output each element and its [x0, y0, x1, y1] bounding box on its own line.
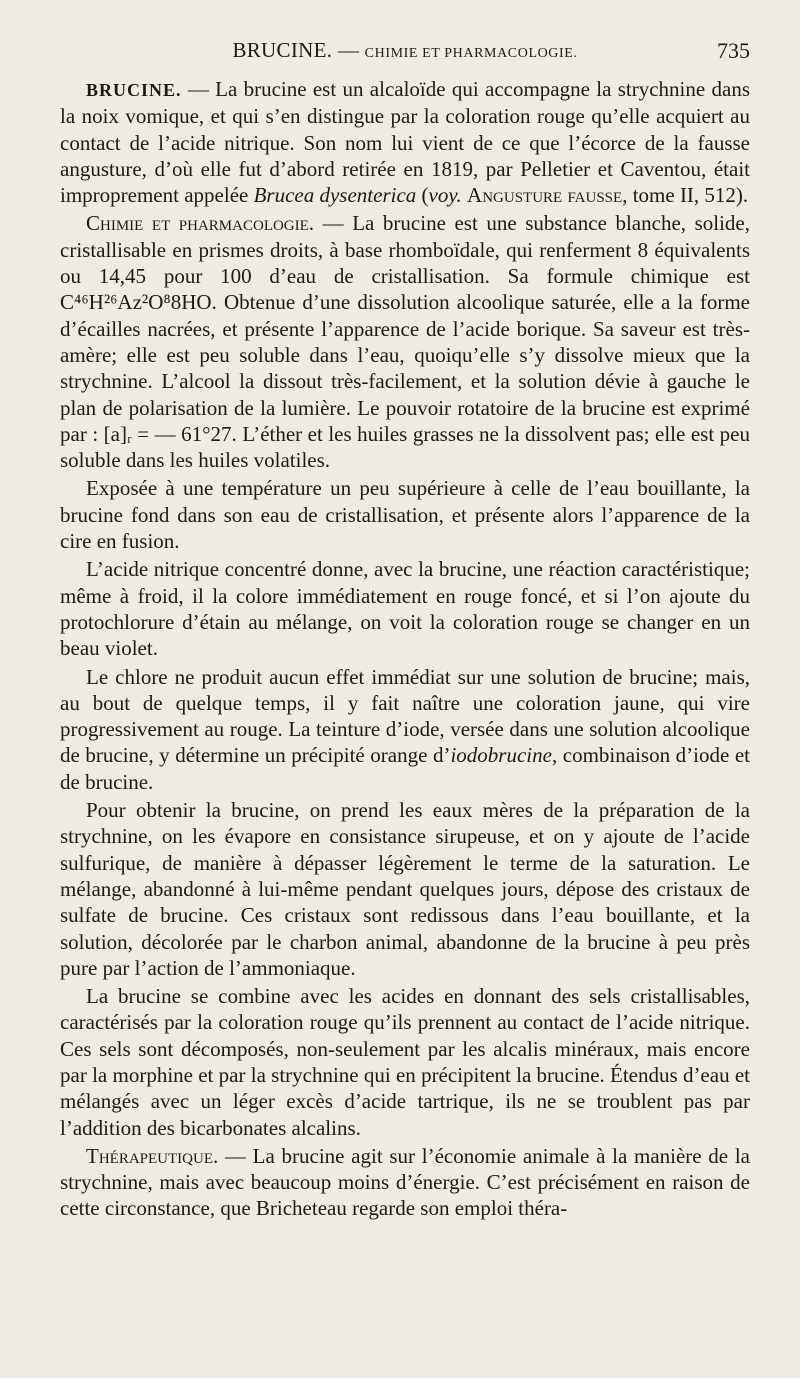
intro-text-2: ( — [416, 183, 429, 208]
paragraph-intro — [60, 76, 750, 208]
intro-italic-voy: voy. — [428, 183, 462, 208]
paragraph-sels: La brucine se combine avec les acides en donnant des sels cristallisables, caractérisés par la coloration rouge qu’ils prennent au contact de l’acide nitrique. Ces sels sont décomposés, non-seulement par les alcalis minéraux, mais encore par la morphine et par la strychnine qui en précipitent la brucine. Étendus d’eau et mélangés avec un léger excès d’acide tartrique, ils ne se troublent pas par l’addition des bicarbonates alcalins. — [60, 984, 750, 1140]
title-section: CHIMIE ET PHARMACOLOGIE. — [364, 46, 578, 61]
running-header — [60, 38, 750, 70]
paragraph-obtention: Pour obtenir la brucine, on prend les eaux mères de la préparation de la strychnine, on les évapore en consistance sirupeuse, et on y ajoute de l’acide sulfurique, de manière à dépasser légèrement le terme de la saturation. Le mélange, abandonné à lui-même pendant quelques jours, dépose des cristaux de sulfate de brucine. Ces cristaux sont redissous dans l’eau bouillante, et la solution, décolorée par le charbon animal, abandonne de la brucine à peu près pure par l’action de l’ammoniaque. — [60, 798, 750, 980]
intro-italic-latin: Brucea dysenterica — [253, 183, 417, 208]
page-number: 735 — [717, 38, 750, 63]
intro-text-4: , tome II, 512). — [622, 183, 749, 208]
paragraph-therapeutique — [60, 1143, 750, 1222]
section-heading-therapeutique: Thérapeutique. — [86, 1143, 219, 1168]
chlore-text-2: , combinaison d’iode et de brucine. — [60, 743, 750, 794]
chimie-text: — La brucine est une substance blanche, solide, cristallisable en prismes droits, à base rhomboïdale, qui renferment 8 équivalents ou 14,45 pour 100 d’eau de cristallisation. Sa formule chimique est C⁴⁶H²⁶Az²O⁸8HO. Obtenue d’une dissolution alcoolique saturée, elle a la forme d’écailles nacrées, et présente l’apparence de l’acide borique. Sa saveur est très-amère; elle est peu soluble dans l’eau, quoiqu’elle s’y dissolve mieux que la strychnine. L’alcool la dissout très-facilement, et la solution dévie à gauche le plan de polarisation de la lumière. Le pouvoir rotatoire de la brucine est exprimé par : [a]ᵣ = — 61°27. L’éther et les huiles grasses ne la dissolvent pas; elle est peu soluble dans les huiles volatiles. — [60, 211, 750, 473]
therapeutique-text: — La brucine agit sur l’économie animale à la manière de la strychnine, mais avec beaucoup moins d’énergie. C’est précisément en raison de cette circonstance, que Bricheteau regarde son emploi théra- — [60, 1143, 750, 1221]
title-dash: — — [332, 38, 365, 62]
paragraph-fusion: Exposée à une température un peu supérieure à celle de l’eau bouillante, la brucine fond dans son eau de cristallisation, et présente alors l’apparence de la cire en fusion. — [60, 476, 750, 554]
title-main: BRUCINE. — [232, 38, 333, 62]
entry-keyword: BRUCINE. — [86, 80, 182, 100]
section-heading-chimie: Chimie et pharmacologie. — [86, 211, 315, 236]
paragraph-chlore — [60, 664, 750, 795]
chlore-italic: iodobrucine — [450, 743, 552, 768]
running-title — [60, 38, 750, 63]
paragraph-chimie — [60, 210, 750, 473]
intro-text-1: — La brucine est un alcaloïde qui accompagne la strychnine dans la noix vomique, et qui s’en distingue par la coloration rouge qu’elle acquiert au contact de l’acide nitrique. Son nom lui vient de ce que l’écorce de la fausse angusture, d’où elle fut d’abord retirée en 1819, par Pelletier et Caventou, était improprement appelée — [60, 77, 750, 208]
article-body — [60, 76, 750, 1224]
paragraph-acide-nitrique: L’acide nitrique concentré donne, avec la brucine, une réaction caractéristique; même à froid, il la colore immédiatement en rouge foncé, et si l’on ajoute du protochlorure d’étain au mélange, on voit la coloration rouge se changer en un beau violet. — [60, 557, 750, 661]
chlore-text-1: Le chlore ne produit aucun effet immédiat sur une solution de brucine; mais, au bout de quelque temps, il y fait naître une coloration jaune, qui vire progressivement au rouge. La teinture d’iode, versée dans une solution alcoolique de brucine, y détermine un précipité orange d’ — [60, 664, 750, 768]
intro-crossref: Angusture fausse — [467, 183, 623, 208]
